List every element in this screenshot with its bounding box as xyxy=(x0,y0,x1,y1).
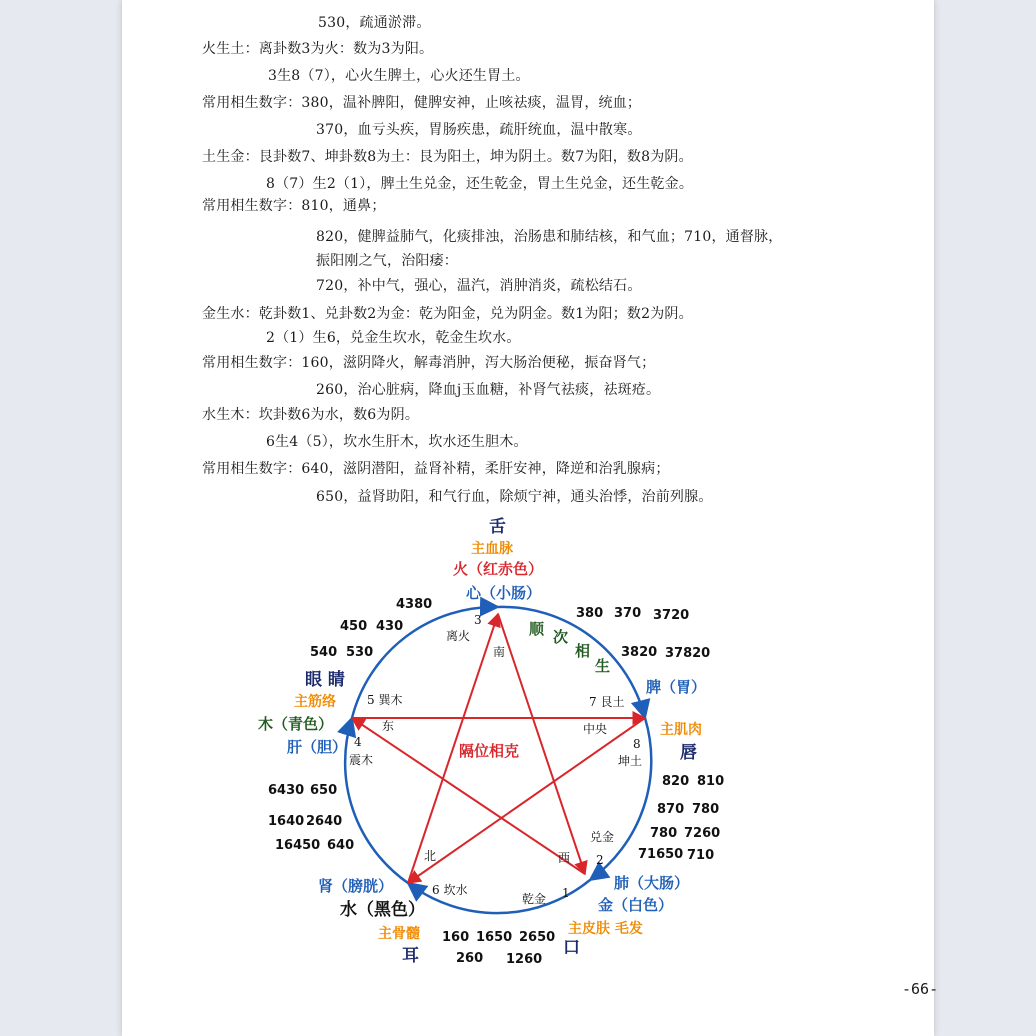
metal-organ: 口 xyxy=(563,938,580,958)
number-label: 3820 xyxy=(621,645,658,660)
wood-num: 4 xyxy=(354,735,362,749)
cycle-char: 生 xyxy=(595,657,611,675)
number-label: 650 xyxy=(310,783,338,798)
center-label: 隔位相克 xyxy=(459,742,520,760)
number-label: 16450 xyxy=(275,838,321,853)
fire-num: 3 xyxy=(474,613,482,627)
wood-dir: 东 xyxy=(382,719,395,733)
number-label: 710 xyxy=(687,848,715,863)
metal-dir: 西 xyxy=(558,851,571,865)
number-label: 4380 xyxy=(396,597,433,612)
fire-element: 火（红赤色） xyxy=(453,560,544,578)
number-label: 370 xyxy=(614,606,642,621)
earth-dir: 中央 xyxy=(583,722,608,736)
number-label: 3720 xyxy=(653,608,690,623)
number-label: 6430 xyxy=(268,783,305,798)
fire-organ: 舌 xyxy=(489,517,506,537)
text-line: 530，疏通淤滞。 xyxy=(318,15,431,31)
text-line: 3生8（7），心火生脾土，心火还生胃土。 xyxy=(268,68,530,84)
number-label: 2650 xyxy=(519,930,556,945)
number-label: 7260 xyxy=(684,826,721,841)
metal-zang: 肺（大肠） xyxy=(614,874,690,892)
number-label: 260 xyxy=(456,951,484,966)
star-line-earth-water xyxy=(408,718,645,883)
cycle-char: 次 xyxy=(553,628,569,646)
number-label: 530 xyxy=(346,645,374,660)
number-label: 780 xyxy=(692,802,720,817)
number-label: 780 xyxy=(650,826,678,841)
text-line: 火生土：离卦数3为火：数为3为阳。 xyxy=(202,41,434,57)
text-line: 8（7）生2（1），脾土生兑金，还生乾金，胃土生兑金，还生乾金。 xyxy=(266,176,694,192)
number-label: 1640 xyxy=(268,814,305,829)
wood-organ: 眼 睛 xyxy=(305,670,345,690)
number-label: 160 xyxy=(442,930,470,945)
wood-main: 主筋络 xyxy=(294,694,336,710)
earth-organ: 唇 xyxy=(680,743,697,763)
fire-main: 主血脉 xyxy=(471,541,513,557)
cycle-char: 相 xyxy=(575,642,591,660)
metal-element: 金（白色） xyxy=(598,896,674,914)
fire-trigram: 离火 xyxy=(446,629,471,643)
metal-num1: 2 xyxy=(596,853,604,867)
text-line: 水生木：坎卦数6为水，数6为阴。 xyxy=(202,407,420,423)
water-main: 主骨髓 xyxy=(378,926,420,942)
metal-trigram2: 乾金 xyxy=(522,892,547,906)
metal-trigram1: 兑金 xyxy=(590,830,615,844)
text-line: 820，健脾益肺气，化痰排浊，治肠患和肺结核，和气血；710，通督脉， xyxy=(316,229,783,245)
text-line: 土生金：艮卦数7、坤卦数8为土：艮为阳土，坤为阴土。数7为阳，数8为阴。 xyxy=(202,149,693,165)
number-label: 380 xyxy=(576,606,604,621)
wood-zang: 肝（胆） xyxy=(287,738,348,756)
cycle-char: 顺 xyxy=(529,620,545,638)
number-label: 870 xyxy=(657,802,685,817)
text-line: 振阳刚之气，治阳痿： xyxy=(316,253,458,269)
number-label: 1650 xyxy=(476,930,513,945)
water-dir: 北 xyxy=(424,849,437,863)
number-label: 640 xyxy=(327,838,355,853)
earth-trigram1: 7 艮土 xyxy=(589,695,625,709)
text-line: 金生水：乾卦数1、兑卦数2为金：乾为阳金，兑为阴金。数1为阳；数2为阴。 xyxy=(202,306,693,322)
text-line: 370，血亏头疾，胃肠疾患，疏肝统血，温中散寒。 xyxy=(316,122,642,138)
text-line: 720，补中气，强心，温汽，消肿消炎，疏松结石。 xyxy=(316,278,642,294)
number-label: 1260 xyxy=(506,952,543,967)
earth-main: 主肌肉 xyxy=(660,722,702,738)
wood-trigram1: 5 巽木 xyxy=(367,693,403,707)
earth-zang: 脾（胃） xyxy=(646,678,707,696)
number-label: 450 xyxy=(340,619,368,634)
number-label: 540 xyxy=(310,645,338,660)
text-line: 常用相生数字：810，通鼻； xyxy=(202,198,386,214)
wood-element: 木（青色） xyxy=(258,715,334,733)
number-label: 71650 xyxy=(638,847,684,862)
water-trigram: 6 坎水 xyxy=(432,883,468,897)
number-label: 37820 xyxy=(665,646,711,661)
page-number: -66- xyxy=(902,980,939,998)
water-element: 水（黑色） xyxy=(340,900,425,920)
text-line: 常用相生数字：640，滋阴潜阳，益肾补精，柔肝安神，降逆和治乳腺病； xyxy=(202,461,670,477)
metal-main: 主皮肤 毛发 xyxy=(568,921,643,937)
earth-trigram2: 坤土 xyxy=(618,754,643,768)
text-line: 2（1）生6，兑金生坎水，乾金生坎水。 xyxy=(266,330,521,346)
text-line: 260，治心脏病，降血j玉血糖，补肾气祛痰，祛斑疮。 xyxy=(316,382,661,398)
text-line: 常用相生数字：380，温补脾阳，健脾安神，止咳祛痰，温胃，统血； xyxy=(202,95,642,111)
text-line: 6生4（5），坎水生肝木，坎水还生胆木。 xyxy=(266,434,528,450)
metal-num2: 1 xyxy=(562,886,570,900)
water-zang: 肾（膀胱） xyxy=(318,877,394,895)
number-label: 810 xyxy=(697,774,725,789)
earth-num: 8 xyxy=(633,737,641,751)
text-line: 650，益肾助阳，和气行血，除烦宁神，通头治悸，治前列腺。 xyxy=(316,489,713,505)
water-organ: 耳 xyxy=(402,946,419,966)
wood-trigram2: 震木 xyxy=(349,753,374,767)
number-label: 430 xyxy=(376,619,404,634)
number-label: 820 xyxy=(662,774,690,789)
number-label: 2640 xyxy=(306,814,343,829)
fire-dir: 南 xyxy=(493,645,506,659)
fire-zang: 心（小肠） xyxy=(466,584,542,602)
text-line: 常用相生数字：160，滋阴降火，解毒消肿，泻大肠治便秘，振奋肾气； xyxy=(202,355,656,371)
